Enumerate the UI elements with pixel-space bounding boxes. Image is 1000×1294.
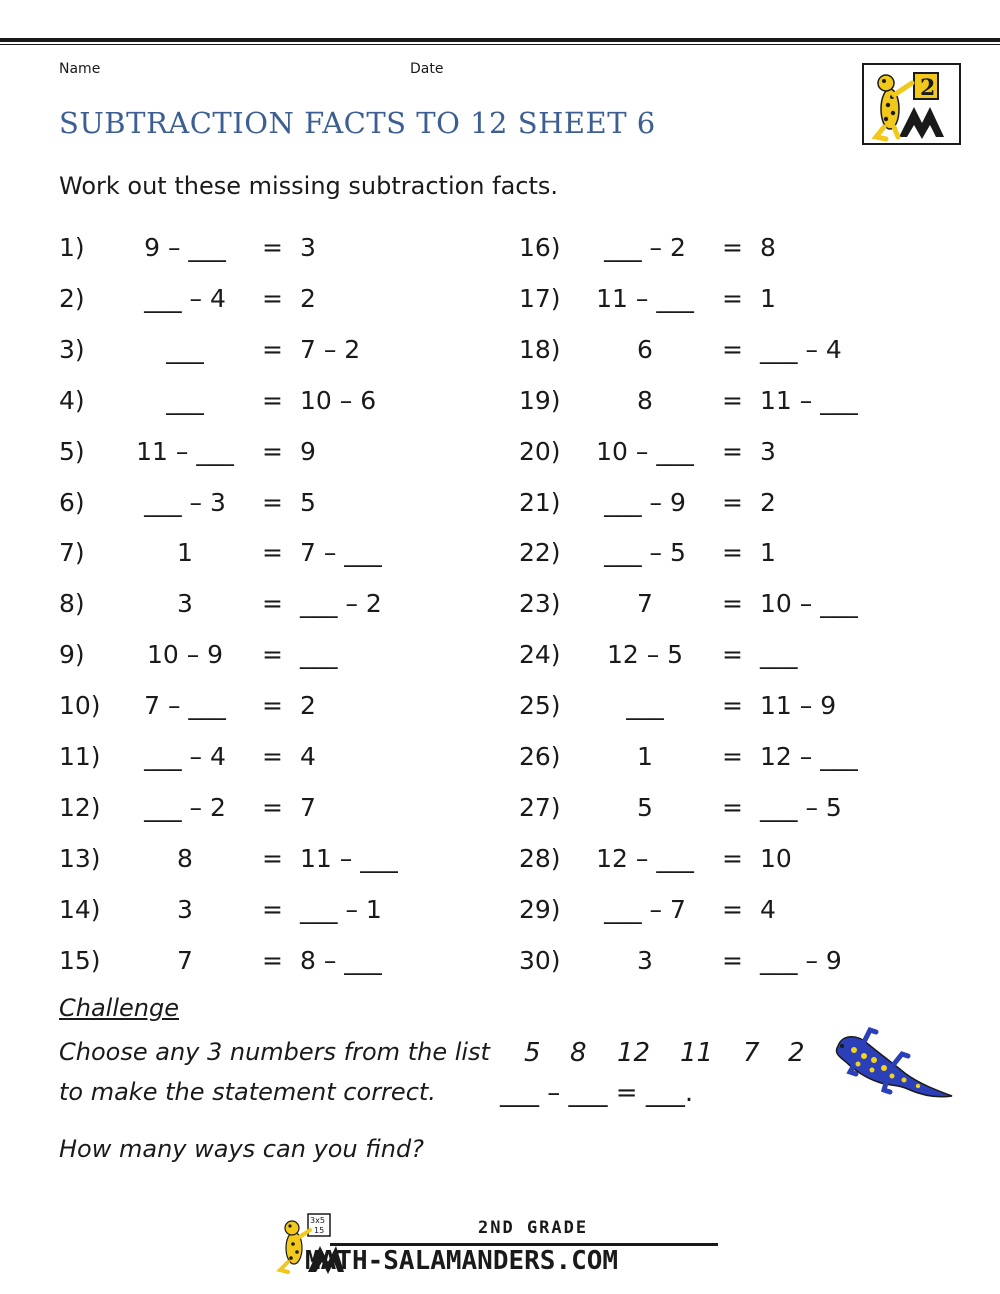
problem-left: 8: [637, 385, 653, 415]
problem-left: 10 – ___: [596, 436, 694, 466]
name-label: Name: [59, 61, 101, 77]
problem-equals: =: [722, 436, 743, 466]
problem-right: 2: [760, 487, 776, 517]
problem-right: 7 – ___: [300, 538, 382, 568]
problem-equals: =: [722, 843, 743, 873]
problem-number: 30): [519, 945, 561, 975]
problem-number: 1): [59, 233, 85, 262]
challenge-heading: Challenge: [59, 994, 179, 1022]
problem-left: 3: [177, 894, 193, 924]
problem-number: 20): [519, 436, 561, 466]
problem-number: 10): [59, 691, 101, 721]
problem-equals: =: [722, 894, 743, 924]
salamander-icon: [828, 1024, 958, 1108]
problem-equals: =: [262, 334, 283, 364]
problem-right: ___ – 1: [300, 894, 382, 924]
problem-number: 23): [519, 589, 561, 619]
problem-row: [59, 640, 479, 680]
problem-left: 11 – ___: [596, 283, 694, 313]
problem-row: [59, 844, 479, 884]
problem-right: 11 – ___: [760, 385, 858, 415]
problem-equals: =: [262, 691, 283, 721]
problem-number: 27): [519, 792, 561, 822]
problem-equals: =: [262, 487, 283, 517]
problem-right: ___ – 2: [300, 589, 382, 619]
problem-number: 15): [59, 945, 101, 975]
problem-row: [59, 488, 479, 528]
problem-row: [59, 742, 479, 782]
challenge-statement: ___ – ___ = ___.: [500, 1078, 694, 1108]
problem-left: 6: [637, 334, 653, 364]
problem-number: 16): [519, 233, 561, 262]
problem-right: 3: [760, 436, 776, 466]
problem-number: 29): [519, 894, 561, 924]
problem-row: [519, 284, 939, 324]
problem-right: 3: [300, 233, 316, 262]
top-rule: [0, 38, 1000, 42]
challenge-number: 2: [788, 1038, 805, 1068]
challenge-number: 5: [524, 1038, 541, 1068]
problem-number: 8): [59, 589, 85, 619]
problem-row: [59, 284, 479, 324]
problem-number: 7): [59, 538, 85, 568]
problem-number: 13): [59, 843, 101, 873]
footer-badge-bottom: 15: [314, 1226, 325, 1235]
problem-row: [519, 488, 939, 528]
problem-number: 28): [519, 843, 561, 873]
problem-right: 11 – ___: [300, 843, 398, 873]
problem-left: 8: [177, 843, 193, 873]
page-title: SUBTRACTION FACTS TO 12 SHEET 6: [59, 106, 656, 140]
problem-equals: =: [262, 742, 283, 771]
challenge-number: 12: [617, 1038, 651, 1068]
problem-equals: =: [722, 385, 743, 415]
problem-equals: =: [262, 589, 283, 619]
problem-equals: =: [262, 894, 283, 924]
problem-equals: =: [722, 792, 743, 822]
problem-number: 22): [519, 538, 561, 568]
problem-right: ___: [760, 640, 798, 670]
footer-badge-top: 3x5: [310, 1216, 325, 1225]
problem-left: 1: [637, 742, 653, 771]
problem-row: [59, 589, 479, 629]
problem-number: 3): [59, 334, 85, 364]
problem-row: [59, 335, 479, 375]
problem-left: ___ – 2: [604, 233, 686, 262]
problem-equals: =: [722, 487, 743, 517]
problem-right: 9: [300, 436, 316, 466]
problem-equals: =: [722, 283, 743, 313]
problem-left: ___ – 4: [144, 283, 226, 313]
problem-row: [59, 793, 479, 833]
problem-right: 7: [300, 792, 316, 822]
problem-number: 24): [519, 640, 561, 670]
problem-left: 11 – ___: [136, 436, 234, 466]
problem-right: 8 – ___: [300, 945, 382, 975]
problem-row: [519, 895, 939, 935]
problem-left: ___ – 4: [144, 742, 226, 771]
top-rule-thin: [0, 44, 1000, 45]
problem-equals: =: [722, 538, 743, 568]
problem-row: [59, 691, 479, 731]
problem-row: [519, 386, 939, 426]
logo-digit: 2: [920, 75, 936, 101]
problem-row: [519, 335, 939, 375]
problem-row: [59, 437, 479, 477]
problem-left: 7: [637, 589, 653, 619]
problem-equals: =: [262, 843, 283, 873]
problem-left: ___ – 9: [604, 487, 686, 517]
problem-left: ___ – 7: [604, 894, 686, 924]
problem-equals: =: [262, 283, 283, 313]
problem-equals: =: [722, 589, 743, 619]
problem-right: 12 – ___: [760, 742, 858, 771]
problem-number: 2): [59, 283, 85, 313]
problem-left: 12 – ___: [596, 843, 694, 873]
problem-left: ___: [166, 385, 204, 415]
problem-number: 25): [519, 691, 561, 721]
problem-number: 18): [519, 334, 561, 364]
problem-right: 10 – 6: [300, 385, 377, 415]
problem-row: [59, 538, 479, 578]
problem-right: 4: [300, 742, 316, 771]
problem-right: 5: [300, 487, 316, 517]
problem-number: 14): [59, 894, 101, 924]
problem-equals: =: [262, 538, 283, 568]
problem-left: 10 – 9: [146, 640, 224, 670]
problem-row: [519, 793, 939, 833]
problem-right: ___ – 9: [760, 945, 842, 975]
problem-equals: =: [722, 742, 743, 771]
problem-equals: =: [722, 640, 743, 670]
salamander-logo-icon: [864, 65, 959, 143]
problem-equals: =: [722, 945, 743, 975]
challenge-line-1: Choose any 3 numbers from the list: [59, 1038, 490, 1066]
problem-left: 9 – ___: [144, 233, 226, 262]
problem-left: 7 – ___: [144, 691, 226, 721]
problem-number: 17): [519, 283, 561, 313]
problem-equals: =: [262, 640, 283, 670]
footer-site-link[interactable]: MATH-SALAMANDERS.COM: [305, 1246, 619, 1276]
problem-number: 11): [59, 742, 101, 771]
problem-row: [519, 437, 939, 477]
problem-number: 12): [59, 792, 101, 822]
problem-left: ___: [626, 691, 664, 721]
problem-right: 1: [760, 283, 776, 313]
problem-right: 4: [760, 894, 776, 924]
problem-left: 1: [177, 538, 193, 568]
problem-left: 3: [177, 589, 193, 619]
problem-left: 5: [637, 792, 653, 822]
problem-row: [519, 742, 939, 782]
problem-number: 4): [59, 385, 85, 415]
problem-left: ___ – 2: [144, 792, 226, 822]
challenge-number: 11: [680, 1038, 714, 1068]
problem-row: [519, 589, 939, 629]
problem-row: [59, 386, 479, 426]
challenge-question: How many ways can you find?: [59, 1135, 424, 1163]
problem-row: [59, 946, 479, 986]
problem-row: [59, 895, 479, 935]
problem-row: [519, 538, 939, 578]
problem-left: ___: [166, 334, 204, 364]
problem-right: 2: [300, 283, 316, 313]
problem-right: 10 – ___: [760, 589, 858, 619]
problem-equals: =: [722, 334, 743, 364]
challenge-number: 7: [743, 1038, 760, 1068]
footer-grade: 2ND GRADE: [478, 1218, 589, 1238]
problem-right: 1: [760, 538, 776, 568]
math-salamanders-logo: [862, 63, 961, 145]
problem-row: [519, 844, 939, 884]
problem-row: [519, 691, 939, 731]
problem-equals: =: [262, 233, 283, 262]
problem-row: [519, 946, 939, 986]
problem-number: 6): [59, 487, 85, 517]
problem-number: 19): [519, 385, 561, 415]
problem-left: 12 – 5: [606, 640, 684, 670]
problem-right: 8: [760, 233, 776, 262]
problem-right: 7 – 2: [300, 334, 361, 364]
problem-number: 26): [519, 742, 561, 771]
problem-equals: =: [722, 233, 743, 262]
problem-number: 9): [59, 640, 85, 670]
problem-row: [519, 233, 939, 273]
problem-number: 21): [519, 487, 561, 517]
problem-right: 11 – 9: [760, 691, 837, 721]
problem-right: ___ – 4: [760, 334, 842, 364]
problem-equals: =: [722, 691, 743, 721]
problem-number: 5): [59, 436, 85, 466]
problem-left: ___ – 3: [144, 487, 226, 517]
problem-row: [519, 640, 939, 680]
challenge-line-2: to make the statement correct.: [59, 1078, 436, 1106]
problem-left: 3: [637, 945, 653, 975]
problem-equals: =: [262, 436, 283, 466]
problem-left: ___ – 5: [604, 538, 686, 568]
problem-equals: =: [262, 792, 283, 822]
problem-right: 2: [300, 691, 316, 721]
date-label: Date: [410, 61, 444, 77]
problem-equals: =: [262, 385, 283, 415]
problem-right: ___ – 5: [760, 792, 842, 822]
instructions: Work out these missing subtraction facts.: [59, 172, 559, 200]
problem-right: ___: [300, 640, 338, 670]
problem-right: 10: [760, 843, 792, 873]
problem-row: [59, 233, 479, 273]
challenge-number: 8: [570, 1038, 587, 1068]
problem-left: 7: [177, 945, 193, 975]
problem-equals: =: [262, 945, 283, 975]
